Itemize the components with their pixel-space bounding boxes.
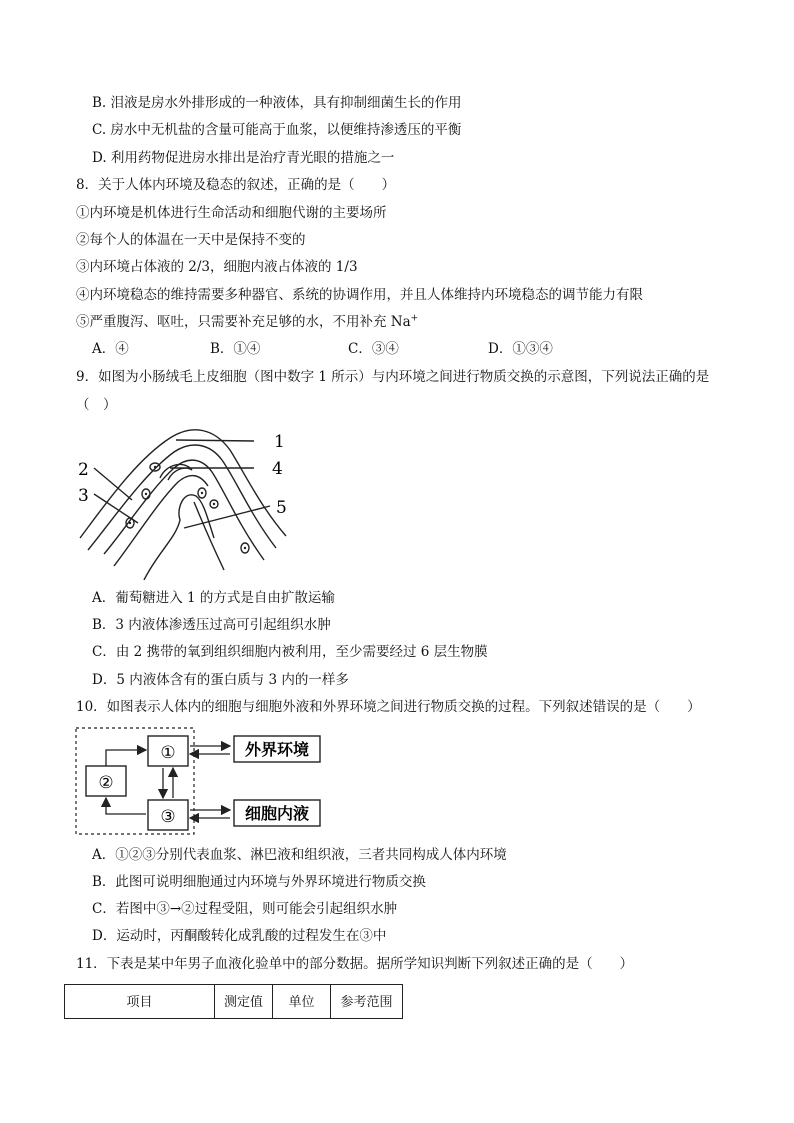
intestinal-villus-figure <box>74 420 304 580</box>
q10-option-c: C．若图中③→②过程受阻，则可能会引起组织水肿 <box>92 901 398 917</box>
node-2-label: ② <box>98 773 114 793</box>
q9-option-c: C．由 2 携带的氧到组织细胞内被利用，至少需要经过 6 层生物膜 <box>92 644 488 660</box>
node-1-label: ① <box>160 743 176 763</box>
header-measured-value: 测定值 <box>215 985 273 1019</box>
q9-option-b: B．3 内液体渗透压过高可引起组织水肿 <box>92 617 331 633</box>
header-unit: 单位 <box>273 985 331 1019</box>
villus-label-3: 3 <box>78 486 89 506</box>
q8-statement-2: ②每个人的体温在一天中是保持不变的 <box>76 232 306 248</box>
q8-statement-5-text: ⑤严重腹泻、呕吐，只需要补充足够的水，不用补充 Na <box>76 314 411 330</box>
q8-statement-3: ③内环境占体液的 2/3，细胞内液占体液的 1/3 <box>76 259 358 275</box>
villus-label-1: 1 <box>274 432 285 452</box>
q8-stem: 8．关于人体内环境及稳态的叙述，正确的是（ ） <box>76 177 396 193</box>
q7-option-b: B. 泪液是房水外排形成的一种液体，具有抑制细菌生长的作用 <box>92 95 462 111</box>
villus-label-4: 4 <box>272 459 283 479</box>
q10-option-a: A．①②③分别代表血浆、淋巴液和组织液，三者共同构成人体内环境 <box>92 847 507 863</box>
q8-choice-b: B．①④ <box>210 341 261 357</box>
external-environment-label: 外界环境 <box>244 740 310 759</box>
q10-stem: 10．如图表示人体内的细胞与细胞外液和外界环境之间进行物质交换的过程。下列叙述错误的是（ ） <box>76 699 701 715</box>
q9-stem-line1: 9．如图为小肠绒毛上皮细胞（图中数字 1 所示）与内环境之间进行物质交换的示意图，下列说法正确的是 <box>76 369 710 385</box>
q7-option-d: D. 利用药物促进房水排出是治疗青光眼的措施之一 <box>92 150 395 166</box>
blood-test-table <box>64 984 403 1019</box>
q8-choice-a: A．④ <box>92 341 129 357</box>
q9-option-d: D．5 内液体含有的蛋白质与 3 内的一样多 <box>92 672 349 688</box>
intracellular-fluid-label: 细胞内液 <box>244 804 310 823</box>
q8-statement-5 <box>76 313 418 331</box>
villus-label-5: 5 <box>276 498 287 518</box>
body-fluid-exchange-diagram <box>74 726 330 836</box>
q8-statement-1: ①内环境是机体进行生命活动和细胞代谢的主要场所 <box>76 205 387 221</box>
header-reference-range: 参考范围 <box>331 985 403 1019</box>
q8-statement-4: ④内环境稳态的维持需要多种器官、系统的协调作用，并且人体维持内环境稳态的调节能力有限 <box>76 287 643 303</box>
villus-label-2: 2 <box>78 460 89 480</box>
q11-stem: 11．下表是某中年男子血液化验单中的部分数据。据所学知识判断下列叙述正确的是（ ） <box>76 956 634 972</box>
q10-option-b: B．此图可说明细胞通过内环境与外界环境进行物质交换 <box>92 874 426 890</box>
node-3-label: ③ <box>160 807 176 827</box>
q8-choice-c: C．③④ <box>348 341 399 357</box>
q9-option-a: A．葡萄糖进入 1 的方式是自由扩散运输 <box>92 590 335 606</box>
q8-choices <box>92 340 612 358</box>
q10-option-d: D．运动时，丙酮酸转化成乳酸的过程发生在③中 <box>92 928 387 944</box>
na-superscript: + <box>410 313 419 324</box>
q8-choice-d: D．①③④ <box>488 341 553 357</box>
header-item: 项目 <box>65 985 215 1019</box>
table-header-row <box>65 985 403 1019</box>
q7-option-c: C. 房水中无机盐的含量可能高于血浆，以便维持渗透压的平衡 <box>92 122 462 138</box>
q9-stem-line2: （ ） <box>76 397 117 413</box>
